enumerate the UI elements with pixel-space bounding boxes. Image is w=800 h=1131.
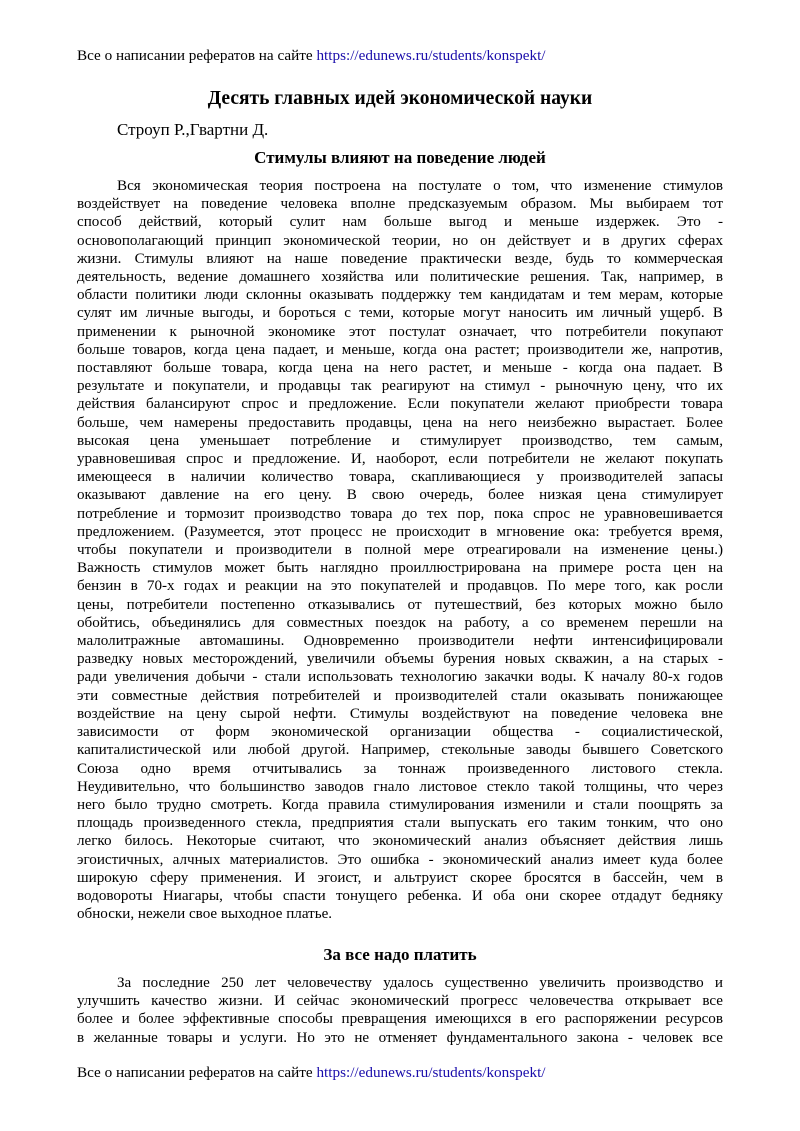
text-line: широкую сферу применения. И эгоист, и альтруист скорее бросятся в бассейн, чем в <box>77 869 723 886</box>
section-heading: Стимулы влияют на поведение людей <box>254 148 546 167</box>
body-paragraph <box>77 974 723 1047</box>
text-line: области политики люди склонны оказывать поддержку тем кандидатам и тем мерам, которые <box>77 287 723 304</box>
header-link[interactable]: https://edunews.ru/students/konspekt/ <box>316 47 546 64</box>
section-heading: За все надо платить <box>323 945 477 964</box>
text-line: имеющееся в наличии количество товара, скапливающиеся у производителей запасы <box>77 469 723 486</box>
text-line: воздействует на поведение человека вполне предсказуемым образом. Мы выбираем тот <box>77 196 723 213</box>
text-line: высокая цена уменьшает потребление и стимулирует производство, тем самым, <box>77 432 723 449</box>
text-line: воздействие на цену сырой нефти. Стимулы воздействуют на поведение человека вне <box>77 705 723 722</box>
text-line: эгоистичных, алчных материалистов. Это ошибка - экономический анализ имеет куда более <box>77 851 723 868</box>
footer-prefix: Все о написании рефератов на сайте <box>77 1064 313 1081</box>
body-paragraph <box>77 177 723 923</box>
text-line: легко билось. Некоторые считают, что экономический анализ объясняет действия лишь <box>77 833 723 850</box>
text-line: Неудивительно, что большинство заводов гнало листовое стекло такой толщины, что через <box>77 778 723 795</box>
text-line: предложением. (Разумеется, этот процесс не происходит в мгновение ока: требуется время, <box>77 523 723 540</box>
document-title: Десять главных идей экономической науки <box>207 88 593 109</box>
text-line: малолитражные автомашины. Одновременно производители нефти интенсифицировали <box>77 633 723 650</box>
text-line: водовороты Ниагары, чтобы спасти тонущего ребенка. И оба они скорее отдадут бедняку <box>77 887 723 904</box>
text-line: За последние 250 лет человечеству удалось существенно увеличить производство и <box>117 975 723 991</box>
text-line: эти совместные действия потребителей и производителей стали оказывать понижающее <box>77 687 723 704</box>
text-line: него было трудно смотреть. Когда правила стимулирования изменили и стали поощрять за <box>77 796 723 813</box>
text-line: обойтись, объединялись для совместных поездок на работу, а со временем перешли на <box>77 614 723 631</box>
text-line: зависимости от форм экономической организации общества - социалистической, <box>77 724 723 741</box>
page-header <box>77 47 546 65</box>
text-line: разведку новых месторождений, увеличили объемы бурения новых скважин, а на старых - <box>77 651 723 668</box>
text-line: капиталистической или любой другой. Например, стекольные заводы бывшего Советского <box>77 742 723 759</box>
text-line: применении к рыночной экономике этот постулат означает, что потребители покупают <box>77 323 723 340</box>
text-line: в желанные товары и услуги. Но это не отменяет фундаментального закона - человек все <box>77 1029 723 1046</box>
text-line: уравновешивая спрос и предложение. И, наоборот, если потребители не желают покупать <box>77 451 723 468</box>
text-line: действия балансируют спрос и предложение. Если покупатели желают приобрести товара <box>77 396 723 413</box>
header-prefix: Все о написании рефератов на сайте <box>77 47 313 64</box>
text-line: Вся экономическая теория построена на постулате о том, что изменение стимулов <box>117 178 723 194</box>
text-line: больше товаров, когда цена падает, и меньше, когда она растет; производители же, напротив, <box>77 341 723 358</box>
text-line: Союза одно время отчитывались за тоннаж произведенного листового стекла. <box>77 760 723 777</box>
text-line: сулят им личные выгоды, и бороться с теми, которые могут наносить им личный ущерб. В <box>77 305 723 322</box>
text-line: деятельность, ведение домашнего хозяйства или политические решения. Так, например, в <box>77 269 723 286</box>
text-line: способ действий, который сулит нам больше выгод и меньше издержек. Это - <box>77 214 723 231</box>
text-line: Важность стимулов может быть наглядно проиллюстрирована на примере роста цен на <box>77 560 723 577</box>
text-line: улучшить качество жизни. И сейчас экономический прогресс человечества открывает все <box>77 993 723 1010</box>
footer-link[interactable]: https://edunews.ru/students/konspekt/ <box>316 1064 546 1081</box>
text-line: поставляют больше товара, когда цена на него растет, и меньше - когда она падает. В <box>77 360 723 377</box>
text-line: потребление и тормозит производство товара до тех пор, пока спрос не уравновешивается <box>77 505 723 522</box>
text-line: цены, потребители постепенно отказывались от путешествий, без которых можно было <box>77 596 723 613</box>
page-footer <box>77 1064 546 1082</box>
text-line: жизни. Стимулы влияют на наше поведение практически везде, будь то коммерческая <box>77 250 723 267</box>
text-line: обноски, нежели свое выходное платье. <box>77 906 333 923</box>
text-line: площадь произведенного стекла, предприятия стали выпускать его таким тонким, что оно <box>77 815 723 832</box>
text-line: более и более эффективные способы превращения имеющихся в его распоряжении ресурсов <box>77 1011 723 1028</box>
document-authors: Строуп Р.,Гвартни Д. <box>117 120 269 139</box>
text-line: оказывают давление на его цену. В свою очередь, более низкая цена стимулирует <box>77 487 723 504</box>
text-line: чтобы покупатели и производители в полной мере отреагировали на изменение цены.) <box>77 542 723 559</box>
text-line: результате и покупатели, и продавцы так реагируют на стимул - рыночную цену, что их <box>77 378 723 395</box>
text-line: ради увеличения добычи - стали использовать технологию закачки воды. К началу 80-х годов <box>77 669 723 686</box>
text-line: основополагающий принцип экономической теории, но он действует и в других сферах <box>77 232 723 249</box>
text-line: бензин в 70-х годах и реакции на это покупателей и продавцов. По мере того, как росли <box>77 578 723 595</box>
text-line: больше, чем намерены предоставить продавцы, цена на него неизбежно вырастает. Более <box>77 414 723 431</box>
